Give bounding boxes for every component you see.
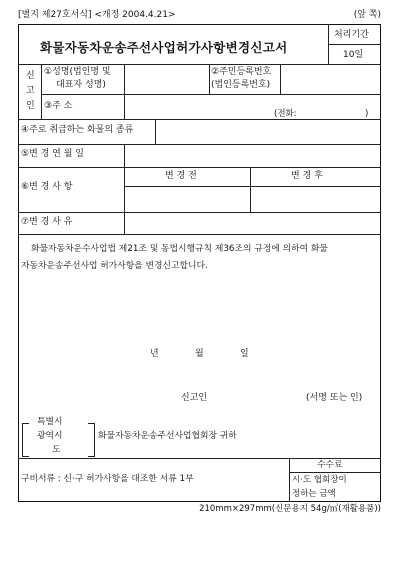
applicant-char-1: 신 (26, 71, 35, 81)
applicant-char-2: 고 (26, 86, 35, 96)
signature-hint: (서명 또는 인) (306, 393, 363, 403)
fee-line-2: 정하는 금액 (292, 489, 336, 499)
recipient-bracket-left (22, 423, 29, 457)
form-title: 화물자동차운송주선사업허가사항변경신고서 (40, 40, 288, 55)
processing-period-label: 처리기간 (334, 30, 369, 40)
declaration-line-1: 화물자동차운수사업법 제21조 및 동법시행규칙 제36조의 규정에 의하여 화물 (31, 244, 328, 254)
page-side-label: (앞 쪽) (353, 10, 381, 20)
change-reason-label: ⑦변 경 사 유 (21, 217, 73, 227)
date-month: 월 (195, 349, 204, 359)
cargo-type-label: ④주로 취급하는 화물의 종류 (21, 125, 134, 135)
recipient-title: 화물자동차운송주선사업협회장 귀하 (98, 431, 237, 441)
rrn-label: ②주민등록번호 (211, 67, 272, 77)
recipient-special-city: 특별시 (37, 417, 63, 427)
date-day: 일 (240, 349, 249, 359)
change-date-label: ⑤변 경 연 월 일 (21, 149, 84, 159)
address-label: ③주 소 (44, 101, 73, 111)
form-number: [별지 제27호서식] <개정 2004.4.21> (18, 10, 176, 20)
rrn-label-2: (법인등록번호) (211, 80, 271, 90)
paper-spec: 210mm×297mm(신문용지 54g/㎡(재활용품)) (199, 504, 381, 514)
phone-label: (전화: (274, 109, 297, 119)
declaration-line-2: 자동차운송주선사업 허가사항을 변경신고합니다. (21, 261, 208, 271)
required-docs: 구비서류 : 신·구 허가사항을 대조한 서류 1부 (21, 474, 194, 484)
name-label: ①성명(법인명 및 (44, 67, 111, 77)
fee-title: 수수료 (317, 460, 343, 470)
applicant-char-3: 인 (26, 101, 35, 111)
applicant-signature-label: 신고인 (181, 393, 208, 403)
after-change-header: 변 경 후 (291, 171, 323, 181)
recipient-bracket-right (88, 423, 95, 457)
recipient-province: 도 (52, 445, 61, 455)
phone-close: ) (365, 109, 369, 119)
name-label-2: 대표자 성명) (56, 80, 106, 90)
change-items-label: ⑥변 경 사 항 (21, 182, 73, 192)
date-year: 년 (150, 349, 159, 359)
before-change-header: 변 경 전 (165, 171, 197, 181)
recipient-metro-city: 광역시 (37, 431, 63, 441)
fee-line-1: 시·도 협회장이 (292, 475, 347, 485)
processing-period-value: 10일 (343, 50, 364, 60)
